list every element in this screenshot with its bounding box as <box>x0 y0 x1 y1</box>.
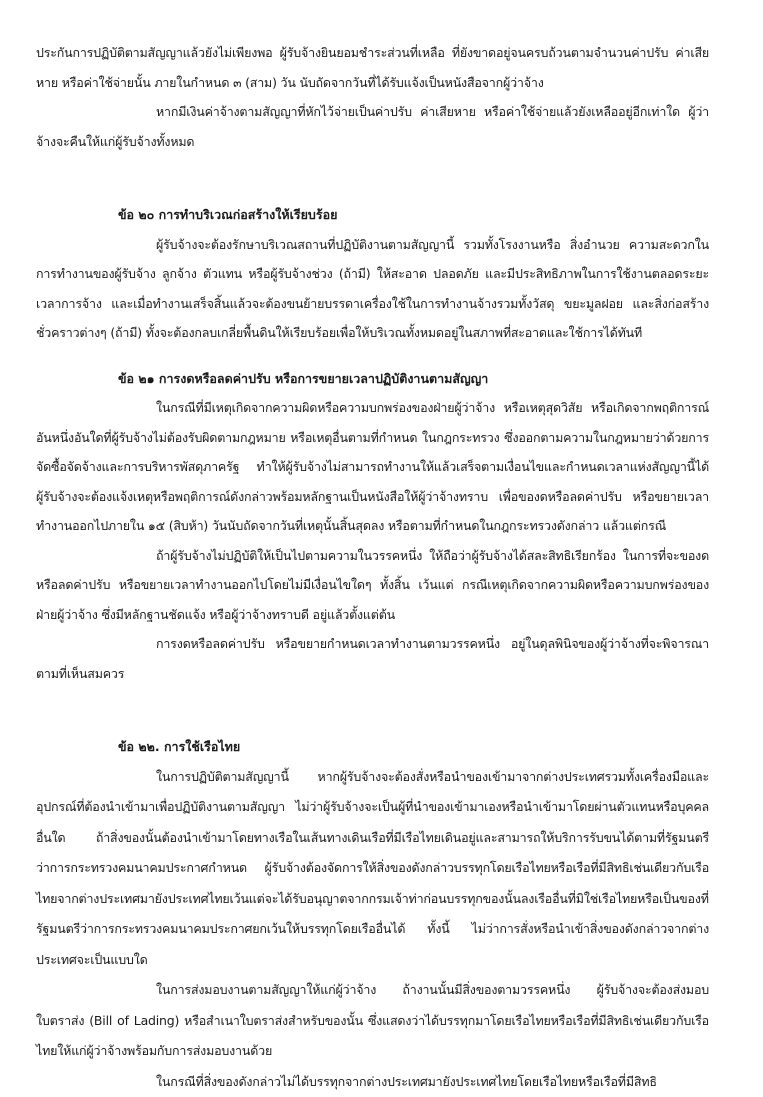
clause-21-heading: ข้อ ๒๑ การงดหรือลดค่าปรับ หรือการขยายเวลาปฏิบัติงานตามสัญญา <box>36 364 709 394</box>
intro-paragraph-2: หากมีเงินค่าจ้างตามสัญญาที่หักไว้จ่ายเป็นค่าปรับ ค่าเสียหาย หรือค่าใช้จ่ายแล้วยังเหลืออยู่อีกเท่าใด ผู้ว่าจ้างจะคืนให้แก่ผู้รับจ้างทั้งหมด <box>36 97 709 156</box>
spacer <box>36 688 709 732</box>
clause-22-paragraph-3: ในกรณีที่สิ่งของดังกล่าวไม่ได้บรรทุกจากต่างประเทศมายังประเทศไทยโดยเรือไทยหรือเรือที่มีสิทธิ <box>36 1067 709 1097</box>
clause-20-heading: ข้อ ๒๐ การทำบริเวณก่อสร้างให้เรียบร้อย <box>36 200 709 230</box>
clause-22-paragraph-1: ในการปฏิบัติตามสัญญานี้ หากผู้รับจ้างจะต้องสั่งหรือนำของเข้ามาจากต่างประเทศรวมทั้งเครื่องมือและอุปกรณ์ที่ต้องนำเข้ามาเพื่อปฏิบัติงานตามสัญญา ไม่ว่าผู้รับจ้างจะเป็นผู้ที่นำของเข้ามาเองหรือนำเข้ามาโดยผ่านตัวแทนหรือบุคคลอื่นใด ถ้าสิ่งของนั้นต้องนำเข้ามาโดยทางเรือในเส้นทางเดินเรือที่มีเรือไทยเดินอยู่และสามารถให้บริการรับขนได้ตามที่รัฐมนตรีว่าการกระทรวงคมนาคมประกาศกำหนด ผู้รับจ้างต้องจัดการให้สิ่งของดังกล่าวบรรทุกโดยเรือไทยหรือเรือที่มีสิทธิเช่นเดียวกับเรือไทยจากต่างประเทศมายังประเทศไทยเว้นแต่จะได้รับอนุญาตจากกรมเจ้าท่าก่อนบรรทุกของนั้นลงเรืออื่นที่มิใช่เรือไทยหรือเป็นของที่รัฐมนตรีว่าการกระทรวงคมนาคมประกาศยกเว้นให้บรรทุกโดยเรืออื่นได้ ทั้งนี้ ไม่ว่าการสั่งหรือนำเข้าสิ่งของดังกล่าวจากต่างประเทศจะเป็นแบบใด <box>36 762 709 976</box>
spacer <box>36 348 709 364</box>
intro-paragraph-1: ประกันการปฏิบัติตามสัญญาแล้วยังไม่เพียงพอ ผู้รับจ้างยินยอมชำระส่วนที่เหลือ ที่ยังขาดอยู่จนครบถ้วนตามจำนวนค่าปรับ ค่าเสียหาย หรือค่าใช้จ่ายนั้น ภายในกำหนด ๓ (สาม) วัน นับถัดจากวันที่ได้รับแจ้งเป็นหนังสือจากผู้ว่าจ้าง <box>36 38 709 97</box>
spacer <box>36 156 709 200</box>
clause-20-paragraph-1: ผู้รับจ้างจะต้องรักษาบริเวณสถานที่ปฏิบัติงานตามสัญญานี้ รวมทั้งโรงงานหรือ สิ่งอำนวย ความสะดวกในการทำงานของผู้รับจ้าง ลูกจ้าง ตัวแทน หรือผู้รับจ้างช่วง (ถ้ามี) ให้สะอาด ปลอดภัย และมีประสิทธิภาพในการใช้งานตลอดระยะเวลาการจ้าง และเมื่อทำงานเสร็จสิ้นแล้วจะต้องขนย้ายบรรดาเครื่องใช้ในการทำงานจ้างรวมทั้งวัสดุ ขยะมูลฝอย และสิ่งก่อสร้างชั่วคราวต่างๆ (ถ้ามี) ทั้งจะต้องกลบเกลี่ยพื้นดินให้เรียบร้อยเพื่อให้บริเวณทั้งหมดอยู่ในสภาพที่สะอาดและใช้การได้ทันที <box>36 230 709 348</box>
clause-21-paragraph-2: ถ้าผู้รับจ้างไม่ปฏิบัติให้เป็นไปตามความในวรรคหนึ่ง ให้ถือว่าผู้รับจ้างได้สละสิทธิเรียกร้อง ในการที่จะของดหรือลดค่าปรับ หรือขยายเวลาทำงานออกไปโดยไม่มีเงื่อนไขใดๆ ทั้งสิ้น เว้นแต่ กรณีเหตุเกิดจากความผิดหรือความบกพร่องของฝ่ายผู้ว่าจ้าง ซึ่งมีหลักฐานชัดแจ้ง หรือผู้ว่าจ้างทราบดี อยู่แล้วตั้งแต่ต้น <box>36 541 709 630</box>
clause-21-paragraph-3: การงดหรือลดค่าปรับ หรือขยายกำหนดเวลาทำงานตามวรรคหนึ่ง อยู่ในดุลพินิจของผู้ว่าจ้างที่จะพิจารณาตามที่เห็นสมควร <box>36 629 709 688</box>
clause-22-heading: ข้อ ๒๒. การใช้เรือไทย <box>36 732 709 762</box>
clause-21-paragraph-1: ในกรณีที่มีเหตุเกิดจากความผิดหรือความบกพร่องของฝ่ายผู้ว่าจ้าง หรือเหตุสุดวิสัย หรือเกิดจากพฤติการณ์อันหนึ่งอันใดที่ผู้รับจ้างไม่ต้องรับผิดตามกฎหมาย หรือเหตุอื่นตามที่กำหนด ในกฎกระทรวง ซึ่งออกตามความในกฎหมายว่าด้วยการจัดซื้อจัดจ้างและการบริหารพัสดุภาครัฐ ทำให้ผู้รับจ้างไม่สามารถทำงานให้แล้วเสร็จตามเงื่อนไขและกำหนดเวลาแห่งสัญญานี้ได้ ผู้รับจ้างจะต้องแจ้งเหตุหรือพฤติการณ์ดังกล่าวพร้อมหลักฐานเป็นหนังสือให้ผู้ว่าจ้างทราบ เพื่อของดหรือลดค่าปรับ หรือขยายเวลาทำงานออกไปภายใน ๑๕ (สิบห้า) วันนับถัดจากวันที่เหตุนั้นสิ้นสุดลง หรือตามที่กำหนดในกฎกระทรวงดังกล่าว แล้วแต่กรณี <box>36 393 709 541</box>
clause-22-paragraph-2: ในการส่งมอบงานตามสัญญาให้แก่ผู้ว่าจ้าง ถ้างานนั้นมีสิ่งของตามวรรคหนึ่ง ผู้รับจ้างจะต้องส่งมอบใบตราส่ง (Bill of Lading) หรือสำเนาใบตราส่งสำหรับของนั้น ซึ่งแสดงว่าได้บรรทุกมาโดยเรือไทยหรือเรือที่มีสิทธิเช่นเดียวกับเรือไทยให้แก่ผู้ว่าจ้างพร้อมกับการส่งมอบงานด้วย <box>36 975 709 1067</box>
